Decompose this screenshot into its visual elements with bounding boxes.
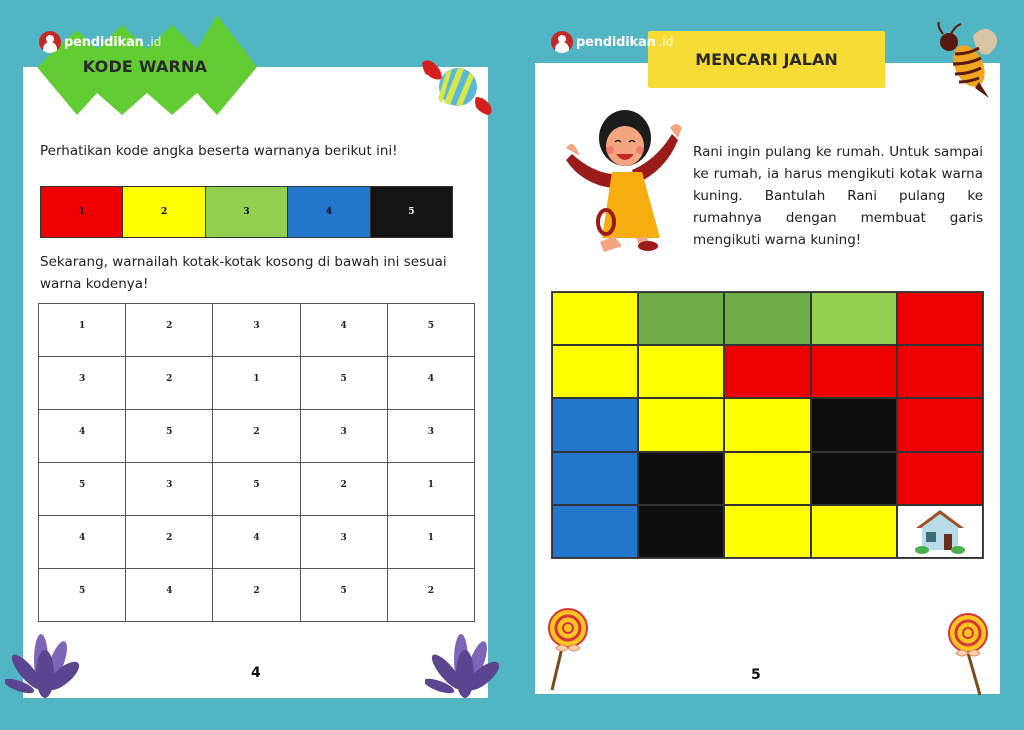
grid-cell[interactable]: 2 [213, 410, 300, 463]
bee-icon [935, 22, 1005, 100]
color-key-bar [40, 186, 453, 238]
grid-row [39, 410, 475, 463]
maze-cell[interactable] [897, 292, 983, 345]
grid-cell[interactable]: 5 [213, 463, 300, 516]
maze-cell[interactable] [897, 345, 983, 398]
maze-cell[interactable] [811, 452, 897, 505]
purple-plant-icon [5, 632, 85, 698]
color-key-2: 2 [123, 187, 205, 237]
grid-cell[interactable]: 5 [126, 410, 213, 463]
grid-cell[interactable]: 5 [39, 569, 126, 622]
grid-cell[interactable]: 4 [39, 410, 126, 463]
grid-row [39, 516, 475, 569]
grid-cell[interactable]: 3 [300, 410, 387, 463]
title-banner-mencari-jalan [648, 31, 885, 88]
candy-icon [418, 55, 498, 117]
grid-cell[interactable]: 5 [387, 304, 474, 357]
grid-cell[interactable]: 1 [213, 357, 300, 410]
maze-cell[interactable] [811, 292, 897, 345]
maze-cell[interactable] [811, 345, 897, 398]
grid-row [39, 357, 475, 410]
coloring-grid [38, 303, 475, 622]
grid-cell[interactable]: 4 [387, 357, 474, 410]
maze-cell[interactable] [638, 292, 724, 345]
maze-cell[interactable] [811, 398, 897, 451]
maze-cell[interactable] [552, 345, 638, 398]
maze-cell[interactable] [724, 505, 810, 558]
story-text: Rani ingin pulang ke rumah. Untuk sampai ke rumah, ia harus mengikuti kotak warna kuning. Bantulah Rani pulang ke rumahnya dengan membuat garis mengikuti warna kuning! [693, 144, 983, 248]
house-icon [912, 508, 968, 554]
color-key-3: 3 [206, 187, 288, 237]
grid-cell[interactable]: 3 [387, 410, 474, 463]
instruction-text-2: Sekarang, warnailah kotak-kotak kosong di bawah ini sesuai warna kodenya! [40, 254, 447, 292]
grid-cell[interactable]: 5 [39, 463, 126, 516]
maze-cell[interactable] [552, 398, 638, 451]
instruction-text-1: Perhatikan kode angka beserta warnanya berikut ini! [40, 143, 398, 159]
page-number-right: 5 [751, 667, 761, 683]
maze-cell[interactable] [552, 292, 638, 345]
grid-cell[interactable]: 4 [126, 569, 213, 622]
logo-mark-icon [551, 31, 573, 53]
maze-cell[interactable] [724, 345, 810, 398]
grid-cell[interactable]: 4 [39, 516, 126, 569]
maze-cell[interactable] [638, 398, 724, 451]
grid-cell[interactable]: 4 [300, 304, 387, 357]
grid-cell[interactable]: 5 [300, 569, 387, 622]
grid-cell[interactable]: 3 [300, 516, 387, 569]
maze-cell[interactable] [897, 398, 983, 451]
page-title-mencari-jalan: MENCARI JALAN [695, 50, 838, 69]
maze-cell[interactable] [638, 345, 724, 398]
grid-cell[interactable]: 3 [39, 357, 126, 410]
maze-cell[interactable] [552, 452, 638, 505]
grid-row [39, 304, 475, 357]
maze-cell[interactable] [724, 398, 810, 451]
grid-cell[interactable]: 3 [126, 463, 213, 516]
grid-cell[interactable]: 3 [213, 304, 300, 357]
color-key-4: 4 [288, 187, 370, 237]
pendidikan-logo-left: pendidikan .id [39, 31, 161, 53]
grid-row [39, 569, 475, 622]
color-key-1: 1 [41, 187, 123, 237]
purple-plant-icon [425, 632, 505, 698]
grid-row [39, 463, 475, 516]
pendidikan-logo-right: pendidikan .id [551, 31, 673, 53]
grid-cell[interactable]: 2 [126, 357, 213, 410]
grid-cell[interactable]: 2 [126, 304, 213, 357]
maze-cell[interactable] [897, 452, 983, 505]
girl-rani-illustration [562, 108, 682, 253]
grid-cell[interactable]: 1 [387, 463, 474, 516]
page-number-left: 4 [251, 665, 261, 681]
lollipop-icon [548, 608, 588, 692]
grid-cell[interactable]: 4 [213, 516, 300, 569]
page-title-kode-warna: KODE WARNA [82, 57, 208, 76]
maze-cell[interactable] [811, 505, 897, 558]
grid-cell[interactable]: 1 [39, 304, 126, 357]
maze-cell[interactable] [724, 292, 810, 345]
grid-cell[interactable]: 5 [300, 357, 387, 410]
grid-cell[interactable]: 2 [300, 463, 387, 516]
lollipop-icon [948, 613, 988, 697]
maze-cell[interactable] [638, 505, 724, 558]
maze-cell-house[interactable] [897, 505, 983, 558]
maze-cell[interactable] [638, 452, 724, 505]
grid-cell[interactable]: 2 [126, 516, 213, 569]
grid-cell[interactable]: 2 [213, 569, 300, 622]
color-key-5: 5 [371, 187, 452, 237]
maze-cell[interactable] [724, 452, 810, 505]
maze-cell[interactable] [552, 505, 638, 558]
logo-mark-icon [39, 31, 61, 53]
maze-grid [551, 291, 984, 559]
grid-cell[interactable]: 1 [387, 516, 474, 569]
grid-cell[interactable]: 2 [387, 569, 474, 622]
